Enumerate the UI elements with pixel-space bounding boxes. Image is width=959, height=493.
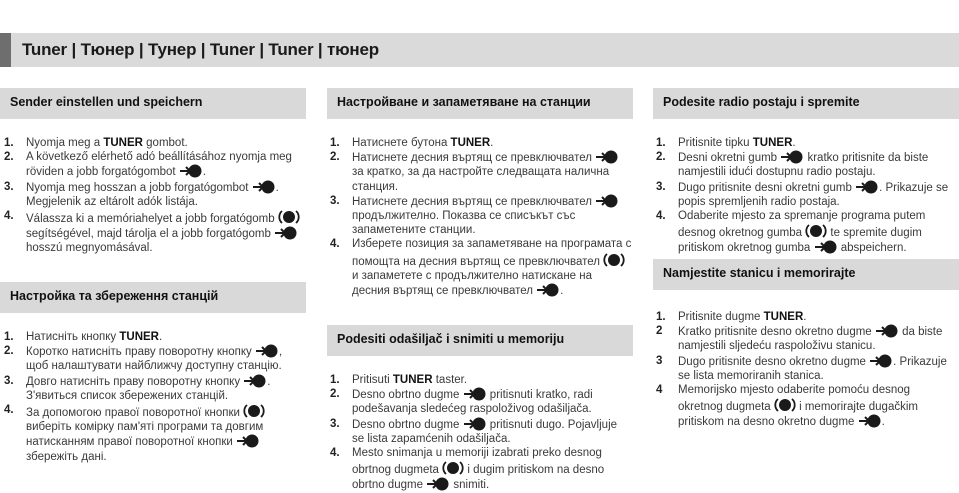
step-text: Nyomja meg hosszan a jobb forgatógombot . Megjelenik az eltárolt adók listája.: [26, 181, 279, 208]
step-text: Довго натисніть праву поворотну кнопку . З'явиться список збережених станцій.: [26, 375, 271, 402]
step-number: 2.: [4, 151, 14, 164]
step-text: Натиснете десния въртящ се превключвател продължително. Показва се списъкът със запаметените станции.: [352, 196, 619, 236]
step-text: Memorijsko mjesto odaberite pomoću desnog okretnog dugmeta i memorirajte dugačkim pritiskom na desno okretno dugme .: [678, 384, 918, 429]
step-text: За допомогою правої поворотної кнопки виберіть комірку пам'яті програми та довгим натисканням правої поворотної кнопки збережіть дані.: [26, 407, 265, 463]
section-heading-hu: Sender einstellen und speichern: [0, 88, 306, 119]
tuner-keyword: TUNER: [103, 137, 143, 149]
list-item: [4, 330, 290, 344]
step-text: Desno obrtno dugme pritisnuti kratko, radi podešavanja sledećeg raspoloživog odašiljača.: [352, 389, 593, 416]
step-number: 2.: [4, 345, 14, 358]
knob-press-right-icon: [243, 374, 267, 388]
tuner-keyword: TUNER: [119, 331, 159, 343]
step-number: 3.: [656, 180, 666, 193]
step-text: Коротко натисніть праву поворотну кнопку , щоб налаштувати найближчу доступну станцію.: [26, 346, 283, 373]
step-text: Pritisuti TUNER taster.: [352, 374, 468, 386]
step-text: Pritisnite dugme TUNER.: [678, 311, 807, 323]
list-item: [330, 150, 632, 194]
section-heading-sr: Podesiti odašiljač i snimiti u memoriju: [327, 325, 633, 356]
step-text: Nyomja meg a TUNER gombot.: [26, 137, 188, 149]
knob-rotate-icon: [442, 460, 464, 476]
list-item: [330, 417, 632, 446]
step-number: 3: [656, 354, 663, 367]
step-number: 4.: [656, 210, 666, 223]
step-text: Изберете позиция за запаметяване на програмата с помощта на десния въртящ се превключвател и запаметете с продължително натискане на десния въртящ се превключвател .: [352, 238, 632, 298]
knob-press-right-icon: [858, 414, 882, 428]
list-item: [330, 237, 632, 298]
instruction-list-sr: [330, 373, 632, 493]
step-text: Desni okretni gumb kratko pritisnite da biste namjestili idući dostupnu radio postaju.: [678, 152, 929, 179]
knob-press-right-icon: [252, 180, 276, 194]
instruction-list-bs: [656, 310, 952, 430]
step-number: 3.: [330, 194, 340, 207]
knob-press-right-icon: [780, 150, 804, 164]
step-number: 1.: [656, 311, 666, 323]
knob-press-right-icon: [875, 324, 899, 338]
step-number: 1.: [4, 331, 14, 343]
step-number: 4.: [330, 447, 340, 460]
title-accent-bar: [0, 33, 11, 67]
section-heading-uk: Настройка та збереження станцій: [0, 282, 306, 313]
tuner-keyword: TUNER: [763, 311, 804, 323]
step-number: 1.: [656, 137, 666, 149]
knob-press-right-icon: [463, 387, 487, 401]
step-text: Pritisnite tipku TUNER.: [678, 137, 796, 149]
instruction-list-hr: [656, 136, 952, 256]
list-item: [656, 324, 952, 353]
knob-press-right-icon: [426, 477, 450, 491]
list-item: [656, 180, 952, 209]
instruction-list-hu: [4, 136, 304, 256]
tuner-keyword: TUNER: [450, 137, 491, 149]
step-text: Натиснете десния въртящ се превключвател за кратко, за да настройте следващата налична станция.: [352, 152, 619, 192]
knob-press-right-icon: [274, 226, 298, 240]
list-item: [4, 150, 304, 179]
instruction-list-bg: [330, 136, 632, 298]
page-title: Tuner | Тюнер | Тунер | Tuner | Tuner | тюнер: [22, 40, 379, 59]
list-item: [330, 136, 632, 150]
list-item: [656, 209, 952, 256]
step-number: 1.: [330, 137, 340, 149]
step-number: 4.: [4, 404, 14, 417]
step-number: 4.: [330, 238, 340, 251]
step-text: Dugo pritisnite desno okretno dugme . Prikazuje se lista memoriranih stanica.: [678, 355, 947, 382]
knob-rotate-icon: [805, 223, 827, 239]
knob-press-right-icon: [855, 180, 879, 194]
list-item: [4, 374, 290, 403]
list-item: [330, 373, 632, 387]
step-text: Натиснете бутона TUNER.: [352, 137, 494, 149]
list-item: [656, 150, 952, 179]
step-text: Odaberite mjesto za spremanje programa putem desnog okretnog gumba te spremite dugim pritiskom okretnog gumba abspeichern.: [678, 210, 926, 255]
step-number: 4.: [4, 210, 14, 223]
step-number: 1.: [4, 137, 14, 149]
knob-press-right-icon: [869, 354, 893, 368]
section-heading-hr: Podesite radio postaju i spremite: [653, 88, 959, 119]
list-item: [656, 310, 952, 324]
step-text: Desno obrtno dugme pritisnuti dugo. Pojavljuje se lista zapamćenih odašiljača.: [352, 418, 618, 445]
step-number: 2.: [330, 151, 340, 164]
list-item: [656, 136, 952, 150]
tuner-keyword: TUNER: [752, 137, 793, 149]
knob-press-right-icon: [595, 194, 619, 208]
knob-press-right-icon: [236, 434, 260, 448]
list-item: [656, 383, 952, 430]
instruction-list-uk: [4, 330, 290, 464]
step-number: 2.: [330, 388, 340, 401]
step-number: 3.: [4, 180, 14, 193]
step-text: A következő elérhető adó beállításához nyomja meg röviden a jobb forgatógombot .: [26, 151, 292, 179]
knob-press-right-icon: [255, 344, 279, 358]
knob-press-right-icon: [463, 417, 487, 431]
knob-rotate-icon: [603, 252, 625, 268]
knob-press-right-icon: [536, 283, 560, 297]
step-number: 3.: [4, 374, 14, 387]
list-item: [4, 136, 304, 150]
step-text: Mesto snimanja u memoriji izabrati preko desnog obrtnog dugmeta i dugim pritiskom na desno obrtno dugme snimiti.: [352, 447, 605, 492]
knob-rotate-icon: [243, 403, 265, 419]
knob-press-right-icon: [179, 164, 203, 178]
step-number: 1.: [330, 374, 340, 386]
list-item: [330, 446, 632, 493]
step-text: Kratko pritisnite desno okretno dugme da biste namjestili sljedeću raspoloživu stanicu.: [678, 326, 943, 353]
step-text: Натисніть кнопку TUNER.: [26, 331, 163, 343]
step-number: 3.: [330, 417, 340, 430]
knob-rotate-icon: [774, 397, 796, 413]
list-item: [4, 180, 304, 209]
list-item: [4, 209, 304, 256]
step-number: 2: [656, 325, 663, 338]
list-item: [330, 194, 632, 238]
step-number: 4: [656, 384, 663, 397]
knob-press-right-icon: [595, 150, 619, 164]
knob-press-right-icon: [814, 240, 838, 254]
list-item: [4, 403, 290, 464]
step-number: 2.: [656, 151, 666, 164]
knob-rotate-icon: [278, 209, 300, 225]
step-text: Válassza ki a memóriahelyet a jobb forgatógomb segítségével, majd tárolja el a jobb forgatógomb hosszú megnyomásával.: [26, 213, 300, 254]
list-item: [656, 354, 952, 383]
step-text: Dugo pritisnite desni okretni gumb . Prikazuje se popis spremljenih radio postaja.: [678, 181, 949, 208]
section-heading-bg: Настройване и запаметяване на станции: [327, 88, 633, 119]
list-item: [4, 344, 290, 373]
section-heading-bs: Namjestite stanicu i memorirajte: [653, 259, 959, 290]
title-bar: [0, 33, 959, 67]
tuner-keyword: TUNER: [392, 374, 433, 386]
list-item: [330, 387, 632, 416]
